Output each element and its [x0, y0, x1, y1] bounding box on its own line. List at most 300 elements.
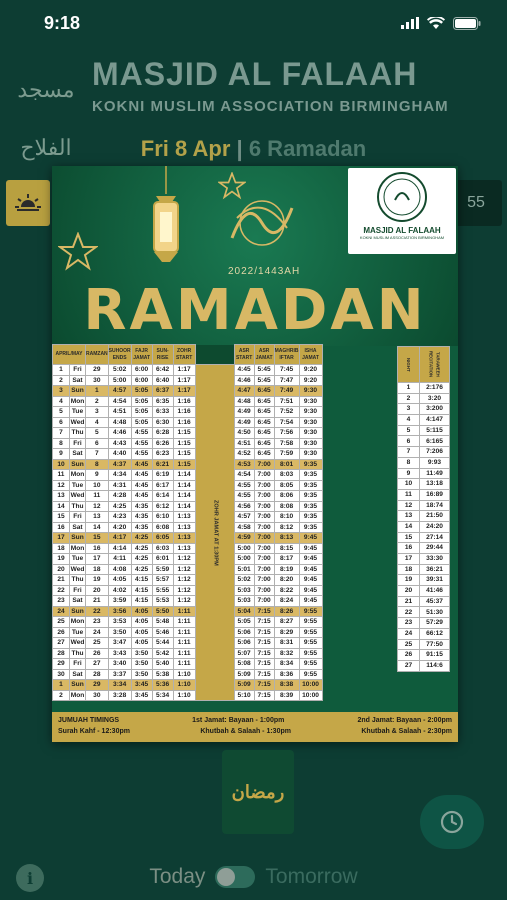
second-jamat: 2nd Jamat: Bayaan - 2:00pm [357, 717, 452, 724]
taraweeh-row [398, 511, 450, 522]
table-cell: 4 [53, 396, 70, 407]
table-cell: 12 [86, 501, 109, 512]
column-header: SUN-RISE [152, 345, 173, 365]
table-cell: 4:25 [131, 564, 152, 575]
table-cell: 5:04 [234, 606, 254, 617]
jumuah-footer [52, 712, 458, 742]
battery-icon [453, 17, 481, 30]
table-cell: 8:06 [274, 491, 299, 502]
table-cell: 9:55 [299, 648, 322, 659]
table-cell: 4:37 [108, 459, 131, 470]
taraweeh-row [398, 586, 450, 597]
table-cell: 6:00 [131, 365, 152, 376]
lantern-icon [136, 166, 196, 276]
gregorian-date: Fri 8 Apr [140, 136, 231, 161]
table-cell: 4:11 [108, 554, 131, 565]
table-cell: 5:45 [254, 365, 274, 376]
taraweeh-row [398, 660, 450, 671]
table-cell: 1 [53, 680, 70, 691]
taraweeh-cell: 39:31 [420, 575, 450, 586]
table-cell: 3:50 [131, 669, 152, 680]
table-cell: 1:17 [173, 386, 195, 397]
table-cell: 4:51 [108, 407, 131, 418]
table-cell: 6 [53, 417, 70, 428]
table-cell: 3:37 [108, 669, 131, 680]
hijri-date: 6 Ramadan [248, 136, 367, 161]
taraweeh-cell: 26 [398, 650, 420, 661]
table-cell: 1:12 [173, 564, 195, 575]
table-cell: 6:08 [152, 522, 173, 533]
table-cell: 5:05 [131, 407, 152, 418]
table-cell: 6:28 [152, 428, 173, 439]
table-cell: 4:45 [131, 480, 152, 491]
taraweeh-cell: 2 [398, 393, 420, 404]
taraweeh-row [398, 607, 450, 618]
table-cell: 7:15 [254, 638, 274, 649]
table-cell: 5:36 [152, 680, 173, 691]
taraweeh-column-header: NIGHT [398, 347, 420, 383]
table-cell: 7:52 [274, 407, 299, 418]
masjid-title: MASJID AL FALAAH [92, 56, 418, 92]
taraweeh-cell: 5:115 [420, 425, 450, 436]
table-cell: 1:11 [173, 627, 195, 638]
timetable [52, 344, 323, 701]
table-cell: 4:45 [234, 365, 254, 376]
taraweeh-row [398, 628, 450, 639]
table-cell: Fri [70, 512, 86, 523]
table-cell: 9:30 [299, 417, 322, 428]
table-cell: 18 [53, 543, 70, 554]
table-cell: 6:45 [254, 417, 274, 428]
table-row [53, 491, 323, 502]
taraweeh-cell: 11:49 [420, 468, 450, 479]
table-cell: 27 [86, 659, 109, 670]
table-cell: 2 [86, 396, 109, 407]
taraweeh-cell: 6 [398, 436, 420, 447]
taraweeh-cell: 18 [398, 564, 420, 575]
table-cell: 29 [86, 365, 109, 376]
taraweeh-cell: 11 [398, 489, 420, 500]
table-cell: 21 [53, 575, 70, 586]
masjid-badge [348, 168, 456, 254]
table-cell: 7:15 [254, 659, 274, 670]
day-toggle [0, 862, 507, 892]
table-cell: Mon [70, 471, 85, 478]
table-cell: Sun [71, 387, 84, 394]
table-cell: 7:00 [254, 459, 274, 470]
taraweeh-cell: 27 [398, 660, 420, 671]
table-cell: 8 [86, 459, 109, 470]
taraweeh-cell: 23 [398, 618, 420, 629]
table-cell: Wed [70, 639, 85, 646]
table-cell: 8:17 [274, 554, 299, 565]
table-row [53, 554, 323, 565]
timetable-poster[interactable] [52, 166, 458, 742]
today-label[interactable]: Today [149, 865, 206, 888]
second-khutbah: Khutbah & Salaah - 2:30pm [361, 728, 452, 735]
table-cell: 4:55 [131, 428, 152, 439]
table-cell: Tue [70, 480, 86, 491]
table-cell: 6:05 [152, 533, 173, 544]
taraweeh-row [398, 383, 450, 394]
table-cell: 3:47 [108, 638, 131, 649]
table-cell: 29 [53, 659, 70, 670]
table-cell: 6:17 [152, 480, 173, 491]
table-cell: 1:13 [173, 533, 195, 544]
table-cell: 9:35 [299, 512, 322, 523]
table-cell: 4:35 [131, 522, 152, 533]
taraweeh-cell: 5 [398, 425, 420, 436]
table-cell: Fri [70, 585, 86, 596]
table-row [53, 596, 323, 607]
table-cell: 4:25 [131, 554, 152, 565]
table-cell: 8:22 [274, 585, 299, 596]
table-row [53, 512, 323, 523]
table-cell: 3:43 [108, 648, 131, 659]
taraweeh-cell: 7:206 [420, 447, 450, 458]
table-cell: 1:10 [173, 669, 195, 680]
table-cell: 4:05 [108, 575, 131, 586]
table-row [53, 470, 323, 481]
table-cell: 4:35 [131, 512, 152, 523]
table-cell: 1:13 [173, 512, 195, 523]
column-header: RAMZAN [86, 345, 109, 365]
taraweeh-cell: 51:30 [420, 607, 450, 618]
taraweeh-cell: 16 [398, 543, 420, 554]
taraweeh-row [398, 404, 450, 415]
table-cell: Tue [70, 627, 86, 638]
table-cell: 18 [86, 564, 109, 575]
table-cell: 8 [53, 438, 70, 449]
table-cell: 6:45 [254, 449, 274, 460]
table-cell: 9:30 [299, 407, 322, 418]
table-cell: 8:13 [274, 533, 299, 544]
table-cell: 6:45 [254, 428, 274, 439]
taraweeh-cell: 19 [398, 575, 420, 586]
taraweeh-cell: 21:50 [420, 511, 450, 522]
clock-icon [439, 809, 465, 835]
table-row [53, 428, 323, 439]
table-cell: 4:54 [234, 470, 254, 481]
table-cell: 5:07 [234, 648, 254, 659]
table-cell: 1:14 [173, 491, 195, 502]
table-cell: 19 [53, 554, 70, 565]
table-cell: 2 [53, 375, 70, 386]
table-cell: 5:05 [131, 386, 152, 397]
table-cell: 3:50 [108, 627, 131, 638]
table-cell: 5:53 [152, 596, 173, 607]
table-cell: 7:15 [254, 606, 274, 617]
table-cell: 7:00 [254, 480, 274, 491]
taraweeh-cell: 25 [398, 639, 420, 650]
table-cell: 7:15 [254, 627, 274, 638]
taraweeh-cell: 15 [398, 532, 420, 543]
table-cell: 7:51 [274, 396, 299, 407]
table-cell: 1:11 [173, 606, 195, 617]
badge-subtitle: KOKNI MUSLIM ASSOCIATION BIRMINGHAM [359, 235, 445, 240]
table-cell: 8:38 [274, 680, 299, 691]
table-cell: Tue [70, 407, 86, 418]
table-cell: 4:15 [131, 585, 152, 596]
table-cell: 7:15 [254, 680, 274, 691]
table-cell: 1:14 [173, 480, 195, 491]
table-cell: 4:48 [234, 396, 254, 407]
table-cell: 1:16 [173, 396, 195, 407]
table-cell: 4:49 [234, 407, 254, 418]
table-cell: 7 [86, 449, 109, 460]
table-cell: 4:25 [108, 501, 131, 512]
table-cell: 22 [86, 606, 109, 617]
table-cell: 19 [86, 575, 109, 586]
table-cell: 9:45 [299, 596, 322, 607]
taraweeh-cell: 16:89 [420, 489, 450, 500]
table-cell: 9:45 [299, 533, 322, 544]
taraweeh-row [398, 489, 450, 500]
table-cell: 8:10 [274, 512, 299, 523]
table-cell: Wed [70, 418, 85, 426]
table-cell: 10 [86, 480, 109, 491]
switch-knob [217, 868, 235, 886]
table-cell: 6:19 [152, 470, 173, 481]
table-cell: 4:54 [108, 396, 131, 407]
table-cell: 3:45 [131, 690, 152, 701]
taraweeh-cell: 41:46 [420, 586, 450, 597]
table-cell: 5:00 [108, 375, 131, 386]
table-cell: 4:46 [108, 428, 131, 439]
column-header: ASR START [234, 345, 254, 365]
table-cell: 8:05 [274, 480, 299, 491]
table-cell: 5:44 [152, 638, 173, 649]
zohr-jamat-note: ZOHR JAMAT AT 1:30PM [195, 365, 234, 701]
table-cell: 7:00 [254, 543, 274, 554]
column-header: ZOHR START [173, 345, 195, 365]
table-cell: 9:30 [299, 396, 322, 407]
table-cell: 1:11 [173, 659, 195, 670]
badge-emblem [377, 172, 427, 222]
table-row [53, 585, 323, 596]
taraweeh-cell: 8 [398, 457, 420, 468]
cellular-signal-icon [401, 17, 419, 29]
table-cell: 3 [53, 386, 70, 397]
table-cell: 9:45 [299, 543, 322, 554]
table-cell: Wed [70, 565, 85, 573]
table-cell: 1:11 [173, 617, 195, 628]
table-cell: 4:45 [131, 470, 152, 481]
table-cell: 4:15 [131, 575, 152, 586]
table-cell: 7:00 [254, 501, 274, 512]
table-cell: Sun [71, 534, 84, 541]
table-cell: 24 [53, 606, 70, 617]
table-cell: 5:00 [234, 543, 254, 554]
table-cell: 5:40 [152, 659, 173, 670]
table-cell: 5:01 [234, 564, 254, 575]
table-cell: 3:59 [108, 596, 131, 607]
table-cell: 8:29 [274, 627, 299, 638]
table-cell: 23 [86, 617, 109, 628]
table-cell: 28 [53, 648, 70, 659]
taraweeh-row [398, 447, 450, 458]
table-row [53, 638, 323, 649]
table-cell: Sat [70, 449, 86, 460]
tomorrow-label[interactable]: Tomorrow [265, 865, 358, 888]
table-cell: Sun [71, 460, 84, 468]
table-cell: 4:46 [234, 375, 254, 386]
first-khutbah: Khutbah & Salaah - 1:30pm [200, 728, 291, 735]
table-cell: 12 [53, 480, 70, 491]
taraweeh-cell: 45:37 [420, 596, 450, 607]
table-cell: 8:12 [274, 522, 299, 533]
taraweeh-row [398, 457, 450, 468]
table-cell: 11 [86, 491, 109, 502]
status-icons [401, 17, 481, 30]
taraweeh-cell: 27:14 [420, 532, 450, 543]
table-cell: 7:15 [254, 648, 274, 659]
table-cell: 9:55 [299, 669, 322, 680]
table-cell: 14 [53, 501, 70, 512]
table-cell: 4:25 [131, 533, 152, 544]
table-cell: 26 [86, 648, 109, 659]
table-cell: 8:19 [274, 564, 299, 575]
taraweeh-cell: 17 [398, 554, 420, 565]
table-cell: 8:20 [274, 575, 299, 586]
taraweeh-row [398, 543, 450, 554]
table-cell: 9:45 [299, 554, 322, 565]
table-cell: 9:55 [299, 606, 322, 617]
table-cell: 1:12 [173, 596, 195, 607]
day-switch[interactable] [215, 866, 255, 888]
table-cell: 9:35 [299, 491, 322, 502]
taraweeh-row [398, 639, 450, 650]
table-cell: 3:50 [131, 648, 152, 659]
table-cell: 15 [86, 533, 109, 544]
table-cell: 9:30 [299, 449, 322, 460]
table-cell: Fri [70, 659, 86, 670]
table-cell: 6:42 [152, 365, 173, 376]
table-cell: 9:45 [299, 564, 322, 575]
table-cell: 7:00 [254, 596, 274, 607]
table-row [53, 375, 323, 386]
taraweeh-row [398, 436, 450, 447]
table-cell: 9:30 [299, 438, 322, 449]
table-cell: 4:05 [131, 627, 152, 638]
table-cell: 10:00 [299, 680, 322, 691]
table-cell: Fri [70, 438, 86, 449]
table-cell: Thu [71, 649, 84, 657]
table-cell: Thu [71, 502, 84, 510]
table-cell: 4:45 [131, 491, 152, 502]
table-row [53, 449, 323, 460]
table-cell: 5 [86, 428, 109, 439]
table-cell: 4:55 [131, 438, 152, 449]
table-cell: 5:48 [152, 617, 173, 628]
table-cell: 29 [86, 680, 109, 691]
table-cell: 8:15 [274, 543, 299, 554]
table-cell: 10:00 [299, 690, 322, 701]
sun-icon [15, 193, 41, 213]
table-cell: 4:17 [108, 533, 131, 544]
table-cell: 1:14 [173, 501, 195, 512]
taraweeh-row [398, 564, 450, 575]
table-cell: 30 [86, 375, 109, 386]
taraweeh-cell: 24 [398, 628, 420, 639]
table-cell: 6:21 [152, 459, 173, 470]
taraweeh-row [398, 618, 450, 629]
table-cell: 3:28 [108, 690, 131, 701]
table-cell: 9:30 [299, 386, 322, 397]
taraweeh-cell: 14 [398, 521, 420, 532]
taraweeh-cell: 12 [398, 500, 420, 511]
table-cell: 4:08 [108, 564, 131, 575]
table-cell: 9:45 [299, 585, 322, 596]
history-button[interactable] [420, 795, 484, 849]
table-cell: 4:55 [234, 480, 254, 491]
table-row [53, 617, 323, 628]
poster-thumbnail[interactable] [222, 750, 294, 834]
poster-year: 2022/1443AH [228, 266, 301, 277]
table-cell: 9 [53, 449, 70, 460]
table-cell: 1:14 [173, 470, 195, 481]
table-cell: 5:59 [152, 564, 173, 575]
badge-ring-text-icon [379, 174, 425, 220]
table-cell: 21 [86, 596, 109, 607]
info-icon: i [26, 868, 34, 888]
table-cell: 11 [53, 470, 70, 481]
taraweeh-cell: 18:74 [420, 500, 450, 511]
table-row [53, 480, 323, 491]
taraweeh-cell: 7 [398, 447, 420, 458]
table-row [53, 690, 323, 701]
table-cell: 6:40 [152, 375, 173, 386]
table-cell: 6:45 [254, 438, 274, 449]
table-cell: 4:45 [131, 459, 152, 470]
table-cell: 5:09 [234, 669, 254, 680]
table-cell: 3:53 [108, 617, 131, 628]
table-cell: 9:30 [299, 428, 322, 439]
zohr-gap-header [195, 345, 234, 365]
table-cell: 8:08 [274, 501, 299, 512]
table-cell: 7:00 [254, 585, 274, 596]
table-cell: 5:03 [234, 585, 254, 596]
table-cell: 30 [53, 669, 70, 680]
table-row [53, 543, 323, 554]
table-cell: 6:33 [152, 407, 173, 418]
table-cell: 17 [86, 554, 109, 565]
table-cell: 4:15 [131, 596, 152, 607]
table-cell: 5:38 [152, 669, 173, 680]
masjid-logo: مسجد الفلاح [17, 78, 75, 161]
table-cell: 8:26 [274, 606, 299, 617]
table-cell: 6:01 [152, 554, 173, 565]
taraweeh-cell: 29:44 [420, 543, 450, 554]
taraweeh-column-header: TARAWEEH RECITATION [420, 347, 450, 383]
table-row [53, 659, 323, 670]
taraweeh-cell: 4 [398, 415, 420, 426]
taraweeh-row [398, 479, 450, 490]
taraweeh-cell: 2:176 [420, 383, 450, 394]
table-cell: 5:09 [234, 680, 254, 691]
sunrise-button[interactable] [6, 180, 50, 226]
table-cell: Sun [71, 607, 84, 615]
table-cell: 9:35 [299, 470, 322, 481]
table-cell: 1:12 [173, 554, 195, 565]
badge-name: MASJID AL FALAAH [363, 226, 441, 235]
table-cell: 1:15 [173, 449, 195, 460]
table-cell: 1:12 [173, 575, 195, 586]
taraweeh-row [398, 425, 450, 436]
countdown-button[interactable] [454, 180, 502, 226]
table-cell: 7:00 [254, 554, 274, 565]
table-cell: 4 [86, 417, 109, 428]
